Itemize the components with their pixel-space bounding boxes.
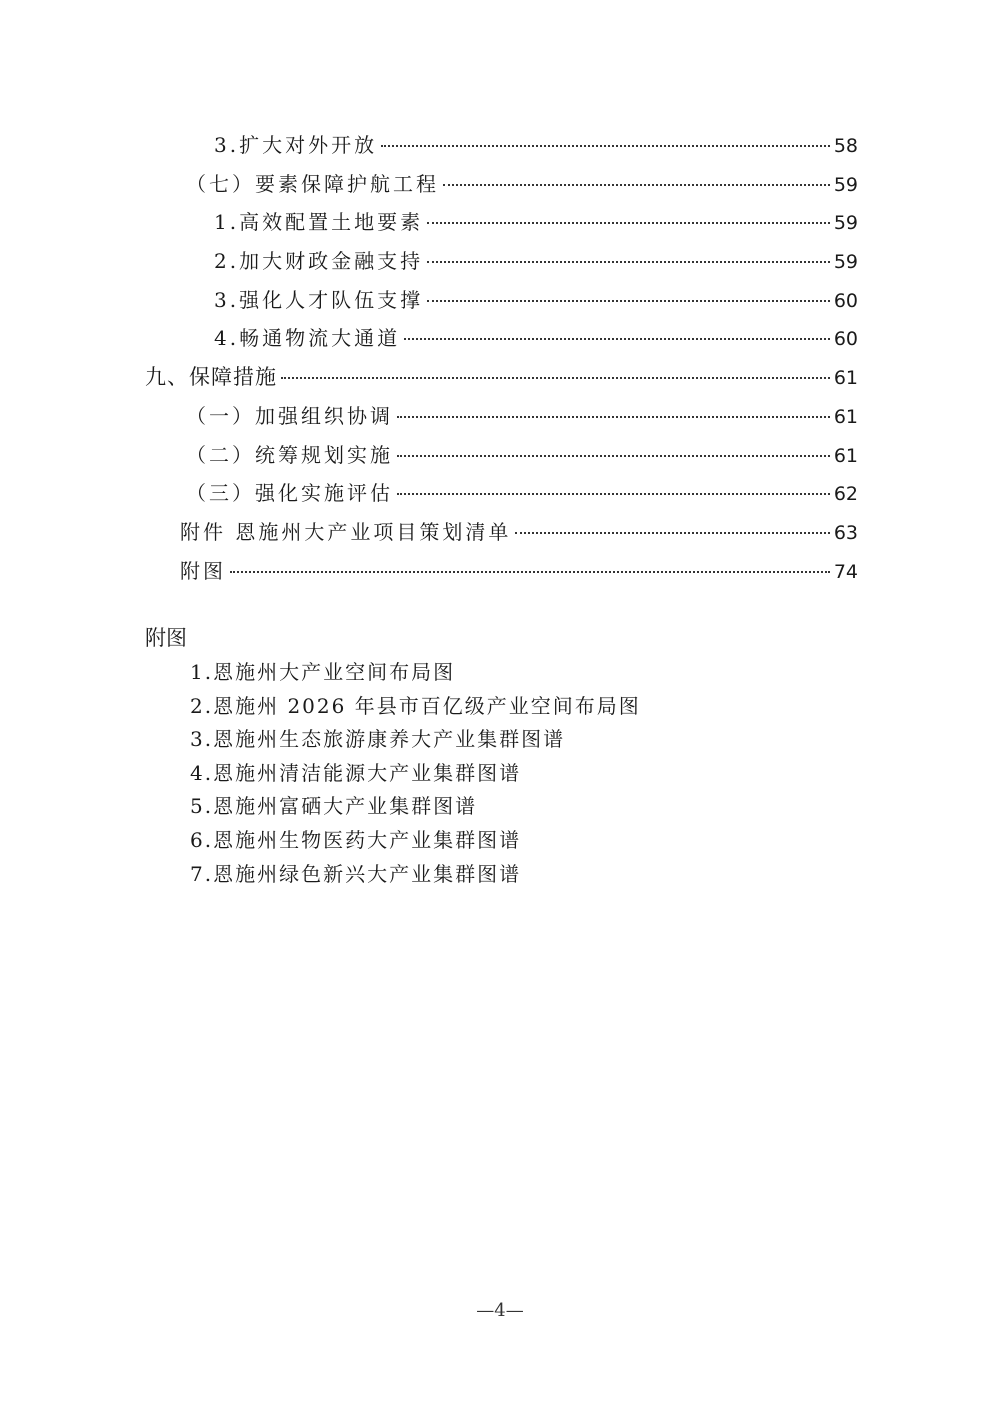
- toc-entry-label: 3.强化人才队伍支撑: [214, 288, 424, 312]
- figure-list-item: 6.恩施州生物医药大产业集群图谱: [190, 827, 522, 852]
- toc-entry[interactable]: [186, 402, 858, 431]
- toc-entry-page: 61: [833, 406, 858, 428]
- toc-entry[interactable]: [186, 479, 858, 508]
- toc-entry-page: 61: [833, 367, 858, 389]
- toc-leader-dots: [404, 338, 830, 340]
- toc-entry-label: （二）统筹规划实施: [186, 443, 393, 467]
- toc-leader-dots: [427, 261, 830, 263]
- toc-entry-label: 4.畅通物流大通道: [214, 326, 401, 350]
- page-number: —4—: [476, 1300, 524, 1321]
- toc-entry-label: 九、保障措施: [145, 365, 277, 389]
- figure-list-item: 1.恩施州大产业空间布局图: [190, 660, 456, 684]
- toc-entry-label: 2.加大财政金融支持: [214, 249, 424, 273]
- figure-list-item: 5.恩施州富硒大产业集群图谱: [190, 794, 478, 819]
- toc-entry[interactable]: [214, 286, 858, 315]
- toc-entry[interactable]: [180, 557, 858, 586]
- toc-entry[interactable]: [186, 170, 858, 199]
- toc-leader-dots: [427, 300, 830, 302]
- toc-entry-page: 59: [833, 251, 858, 273]
- toc-entry[interactable]: [214, 324, 858, 353]
- toc-entry[interactable]: [180, 518, 858, 547]
- figures-list: [190, 656, 641, 891]
- figure-list-item: 4.恩施州清洁能源大产业集群图谱: [190, 760, 522, 785]
- toc-entry-page: 59: [833, 212, 858, 234]
- toc-entry-page: 63: [833, 522, 858, 544]
- toc-entry-label: 3.扩大对外开放: [214, 133, 378, 157]
- toc-entry-page: 60: [833, 290, 858, 312]
- toc-leader-dots: [281, 377, 830, 379]
- toc-entry-label: （三）强化实施评估: [186, 481, 393, 505]
- toc-entry-page: 61: [833, 445, 858, 467]
- toc-entry-label: （七）要素保障护航工程: [186, 172, 439, 196]
- toc-entry-label: （一）加强组织协调: [186, 404, 393, 428]
- toc-entry[interactable]: [145, 363, 858, 392]
- toc-entry-label: 附图: [180, 559, 226, 583]
- toc-entry[interactable]: [214, 131, 858, 160]
- figure-list-item: 2.恩施州 2026 年县市百亿级产业空间布局图: [190, 693, 641, 718]
- toc-entry-label: 1.高效配置土地要素: [214, 210, 424, 234]
- figure-list-item: 3.恩施州生态旅游康养大产业集群图谱: [190, 727, 566, 752]
- toc-entry[interactable]: [214, 247, 858, 276]
- figure-list-item: 7.恩施州绿色新兴大产业集群图谱: [190, 861, 522, 886]
- toc-leader-dots: [443, 184, 830, 186]
- toc-leader-dots: [427, 222, 830, 224]
- toc-entry-label: 附件 恩施州大产业项目策划清单: [180, 520, 512, 544]
- toc-entry-page: 58: [833, 135, 858, 157]
- toc-entry-page: 74: [833, 561, 858, 583]
- toc-leader-dots: [397, 455, 830, 457]
- toc-entry-page: 59: [833, 174, 858, 196]
- toc-leader-dots: [230, 571, 830, 573]
- toc-leader-dots: [381, 145, 830, 147]
- toc-leader-dots: [397, 416, 830, 418]
- toc-entry-page: 62: [833, 483, 858, 505]
- toc-leader-dots: [397, 493, 830, 495]
- toc-leader-dots: [515, 532, 829, 534]
- toc-entry[interactable]: [214, 208, 858, 237]
- toc-entry[interactable]: [186, 441, 858, 470]
- toc-entry-page: 60: [833, 328, 858, 350]
- figures-title: 附图: [145, 626, 187, 650]
